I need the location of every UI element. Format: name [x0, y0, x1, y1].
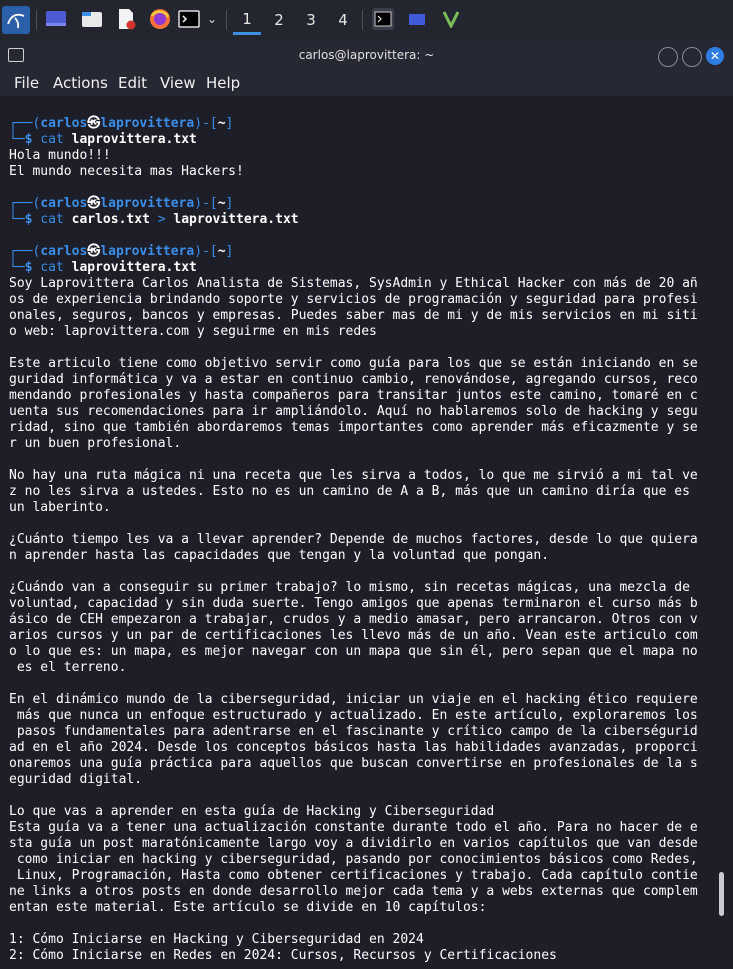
prompt-line: ┌──(carlos㉿laprovittera)-[~] — [9, 244, 234, 259]
output-line: Este articulo tiene como objetivo servir como guía para los que se están iniciando en se — [9, 356, 698, 371]
output-line: Hola mundo!!! — [9, 148, 111, 163]
vim-task-icon[interactable] — [440, 8, 462, 30]
kali-menu-icon[interactable] — [2, 6, 30, 34]
output-line: o web: laprovittera.com y seguirme en mis redes — [9, 324, 377, 339]
terminal-window-task-icon[interactable] — [372, 8, 394, 30]
panel-separator — [362, 10, 363, 30]
output-line: un laberinto. — [9, 500, 111, 515]
output-line: como iniciar en hacking y ciberseguridad, pasando por conocimientos básicos como Redes, — [9, 852, 698, 867]
output-line: es el terreno. — [9, 660, 127, 675]
output-line: pasos fundamentales para adentrarse en el fascinante y crítico campo de la ciberségurid — [9, 724, 698, 739]
output-line: sta guía un post maratónicamente largo voy a dividirlo en varios capítulos que van desde — [9, 836, 698, 851]
desktop-window-task-icon[interactable] — [406, 8, 428, 30]
output-line: Lo que vas a aprender en esta guía de Hacking y Ciberseguridad — [9, 804, 495, 819]
scrollbar-thumb[interactable] — [719, 872, 724, 916]
panel-separator — [36, 10, 37, 30]
output-line: o lo que es: un mapa, es mejor navegar con un mapa que sin él, pero sepan que el mapa no — [9, 644, 698, 659]
terminal-area[interactable] — [0, 96, 733, 969]
output-line: Esta guía va a tener una actualización constante durante todo el año. Para no hacer de e — [9, 820, 698, 835]
output-line: Linux, Programación, Hasta como obtener certificaciones y trabajo. Cada capítulo contie — [9, 868, 698, 883]
output-line: más que nunca un enfoque estructurado y actualizado. En este artículo, exploraremos los — [9, 708, 698, 723]
prompt-line: ┌──(carlos㉿laprovittera)-[~] — [9, 116, 234, 131]
output-line: mendando profesionales y hasta compañeros para transitar juntos este camino, tomaré en c — [9, 388, 698, 403]
output-line: r un buen profesional. — [9, 436, 182, 451]
window-titlebar[interactable] — [0, 40, 733, 72]
command-line: └─$ cat carlos.txt > laprovittera.txt — [9, 212, 299, 227]
workspace-2[interactable]: 2 — [274, 11, 284, 29]
output-line: os de experiencia brindando soporte y servicios de programación y seguridad para profesi — [9, 292, 698, 307]
output-line: voluntad, capacidad y sin duda suerte. Tengo amigos que apenas terminaron el curso más b — [9, 596, 698, 611]
output-line: arios cursos y un par de certificaciones les llevo más de un año. Vean este articulo com — [9, 628, 698, 643]
output-line: No hay una ruta mágica ni una receta que les sirva a todos, lo que me sirvió a mi tal ve — [9, 468, 698, 483]
firefox-icon[interactable] — [149, 8, 171, 30]
file-manager-icon[interactable] — [81, 8, 103, 30]
prompt-line: ┌──(carlos㉿laprovittera)-[~] — [9, 196, 234, 211]
desktop-icon[interactable] — [45, 8, 67, 30]
output-line: onaremos una guía práctica para aquellos que buscan convertirse en profesionales de la s — [9, 756, 698, 771]
terminal-icon[interactable] — [178, 8, 200, 30]
panel-separator — [226, 10, 227, 30]
output-line: El mundo necesita mas Hackers! — [9, 164, 244, 179]
output-line: uenta sus recomendaciones para ir ampliándolo. Aquí no hablaremos solo de hacking y segu — [9, 404, 698, 419]
window-menu-icon[interactable] — [8, 48, 24, 62]
output-line: En el dinámico mundo de la ciberseguridad, iniciar un viaje en el hacking ético requiere — [9, 692, 698, 707]
output-line: eguridad digital. — [9, 772, 143, 787]
workspace-3[interactable]: 3 — [306, 11, 316, 29]
menu-help[interactable]: Help — [206, 74, 241, 92]
output-line: onales, seguros, bancos y empresas. Puedes saber mas de mi y de mis servicios en mi siti — [9, 308, 698, 323]
output-line: entan este material. Este artículo se divide en 10 capítulos: — [9, 900, 487, 915]
output-line: ne links a otros posts en donde desarrollo mejor cada tema y a webs externas que complem — [9, 884, 698, 899]
chevron-down-icon[interactable]: ⌄ — [206, 12, 218, 26]
output-line: ridad, sino que también abordaremos temas importantes como aprender más eficazmente y se — [9, 420, 698, 435]
output-line: ¿Cuándo van a conseguir su primer trabajo? lo mismo, sin recetas mágicas, una mezcla de — [9, 580, 690, 595]
maximize-button[interactable] — [682, 47, 702, 67]
minimize-button[interactable] — [658, 47, 678, 67]
output-line: ¿Cuánto tiempo les va a llevar aprender? Depende de muchos factores, desde lo que quiera — [9, 532, 698, 547]
command-line: └─$ cat laprovittera.txt — [9, 260, 197, 275]
output-line: guridad informática y va a estar en continuo cambio, renovándose, agregando cursos, reco — [9, 372, 698, 387]
close-icon[interactable]: ✕ — [706, 47, 724, 65]
output-line: z no les sirva a ustedes. Esto no es un camino de A a B, más que un camino diría que es — [9, 484, 690, 499]
menu-file[interactable]: File — [14, 74, 40, 92]
output-line: 2: Cómo Iniciarse en Redes en 2024: Cursos, Recursos y Certificaciones — [9, 948, 557, 963]
text-editor-icon[interactable] — [115, 8, 137, 30]
output-line: ad en el año 2024. Desde los conceptos básicos hasta las habilidades avanzadas, proporci — [9, 740, 698, 755]
window-title: carlos@laprovittera: ~ — [298, 48, 435, 62]
menu-bar — [0, 72, 733, 96]
output-line: Soy Laprovittera Carlos Analista de Sistemas, SysAdmin y Ethical Hacker con más de 20 añ — [9, 276, 698, 291]
output-line: n aprender hasta las capacidades que tengan y la voluntad que pongan. — [9, 548, 550, 563]
menu-actions[interactable]: Actions — [53, 74, 108, 92]
command-line: └─$ cat laprovittera.txt — [9, 132, 197, 147]
output-line: 1: Cómo Iniciarse en Hacking y Ciberseguridad en 2024 — [9, 932, 424, 947]
workspace-1[interactable]: 1 — [233, 6, 261, 35]
menu-edit[interactable]: Edit — [118, 74, 148, 92]
output-line: ásico de CEH empezaron a trabajar, crudos y a medio amasar, pero arrancaron. Otros con v — [9, 612, 698, 627]
top-panel — [0, 0, 733, 40]
workspace-4[interactable]: 4 — [338, 11, 348, 29]
menu-view[interactable]: View — [160, 74, 196, 92]
